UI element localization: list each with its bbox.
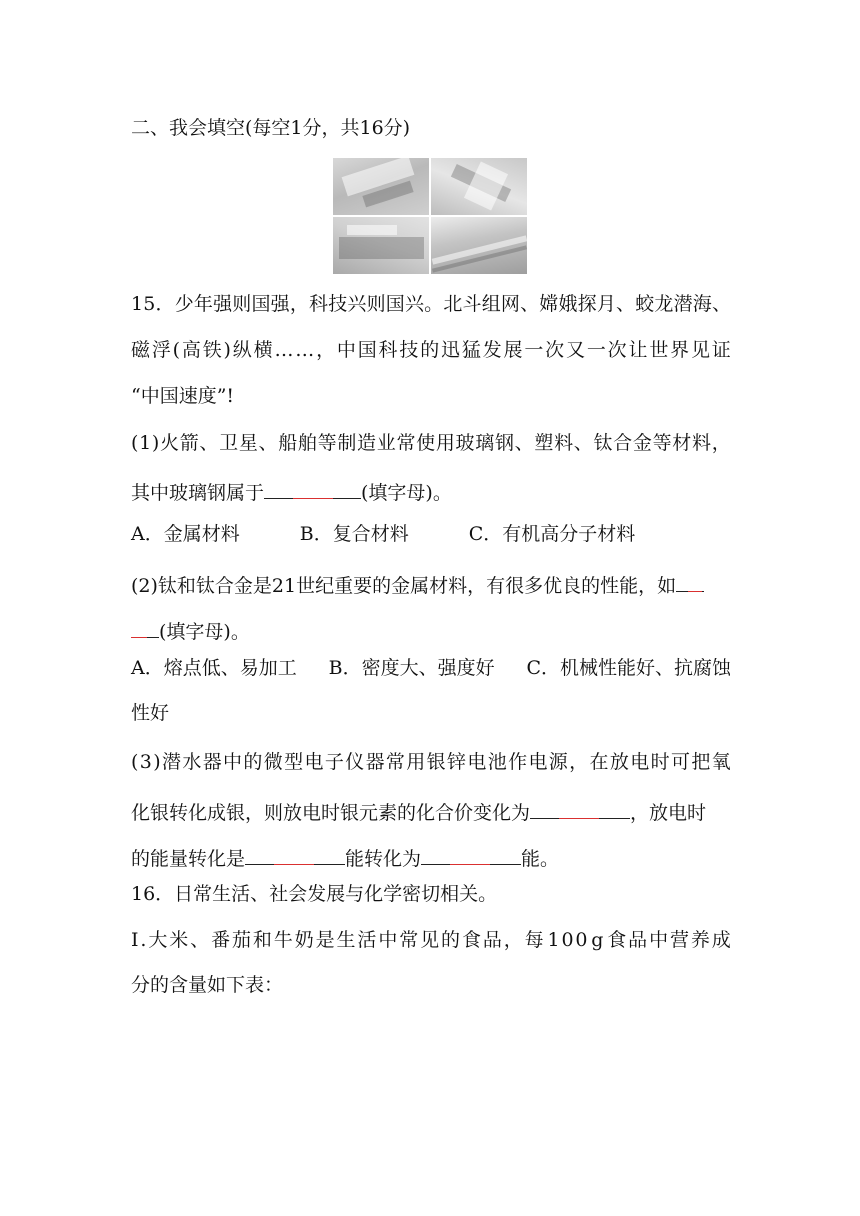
q15-part3-line1: ( 3 ) 潜 水 器 中 的 微 型 电 子 仪 器 常 用 银 锌 电 池 作 电 源 ， 在 放 电 时 可 把 氧 <box>131 751 731 773</box>
q16-part1-line1: Ⅰ . 大 米 、 番 茄 和 牛 奶 是 生 活 中 常 见 的 食 品 ， 每 1 0 0 g 食 品 中 营 养 成 <box>131 929 731 951</box>
q15-stem-line2: 磁 浮 ( 高 铁 ) 纵 横 … … ， 中 国 科 技 的 迅 猛 发 展 一 次 又 一 次 让 世 界 见 证 <box>131 339 731 361</box>
answer-blank-5[interactable] <box>421 845 521 865</box>
q15-part3-line2-suffix: ，放电时 <box>630 802 707 824</box>
q15-part2-options <box>131 659 731 678</box>
q15-part3-line3-suffix: 能。 <box>521 848 560 870</box>
q15-part2-text: (2)钛和钛合金是21世纪重要的金属材料，有很多优良的性能，如 <box>131 575 677 597</box>
q15-part3-line2 <box>131 799 706 823</box>
photo-rocket-launch <box>333 158 429 215</box>
q15-part2-option-c: C．机械性能好、抗腐蚀 <box>526 657 731 679</box>
q15-part2-suffix: (填字母)。 <box>159 621 250 643</box>
q15-part3-line3-prefix: 的能量转化是 <box>131 848 246 870</box>
q15-part2-line2 <box>131 618 250 642</box>
q15-part1-options <box>131 525 635 544</box>
technology-photo-collage <box>333 158 527 274</box>
q15-part2-line1 <box>131 572 704 596</box>
photo-space-station <box>431 158 527 215</box>
q15-stem-line3: “中国速度”! <box>131 385 235 407</box>
answer-blank-4[interactable] <box>245 845 345 865</box>
q15-part1-option-c: C．有机高分子材料 <box>468 523 636 545</box>
q15-part2-option-a: A．熔点低、易加工 <box>131 657 297 679</box>
photo-submersible <box>333 217 429 274</box>
q15-part1-option-b: B．复合材料 <box>299 523 409 545</box>
q15-part2-option-b: B．密度大、强度好 <box>328 657 495 679</box>
q15-part3-line3-mid: 能转化为 <box>345 848 422 870</box>
q16-part1-line2: 分的含量如下表： <box>131 974 284 996</box>
answer-blank-1[interactable] <box>264 479 361 499</box>
q15-part2-options-continued: 性好 <box>131 702 170 724</box>
section-heading: 二、我会填空(每空1分，共16分) <box>131 117 411 139</box>
q15-stem-line1: 1 5 ． 少 年 强 则 国 强 ， 科 技 兴 则 国 兴 。 北 斗 组 网 、 嫦 娥 探 月 、 蛟 龙 潜 海 、 <box>131 293 731 315</box>
q15-part1-line1: ( 1 ) 火 箭 、 卫 星 、 船 舶 等 制 造 业 常 使 用 玻 璃 钢 、 塑 料 、 钛 合 金 等 材 料 ， <box>131 432 731 454</box>
q15-part1-option-a: A．金属材料 <box>131 523 240 545</box>
q16-stem: 16．日常生活、社会发展与化学密切相关。 <box>131 883 498 905</box>
q15-part1-prefix: 其中玻璃钢属于 <box>131 482 265 504</box>
photo-high-speed-rail <box>431 217 527 274</box>
q15-part1-suffix: (填字母)。 <box>361 482 452 504</box>
answer-blank-3[interactable] <box>530 799 630 819</box>
answer-blank-2b[interactable] <box>131 618 159 638</box>
answer-blank-2a[interactable] <box>676 572 704 592</box>
q15-part3-line3 <box>131 845 559 869</box>
q15-part3-line2-prefix: 化银转化成银，则放电时银元素的化合价变化为 <box>131 802 531 824</box>
q15-part1-line2 <box>131 479 452 503</box>
